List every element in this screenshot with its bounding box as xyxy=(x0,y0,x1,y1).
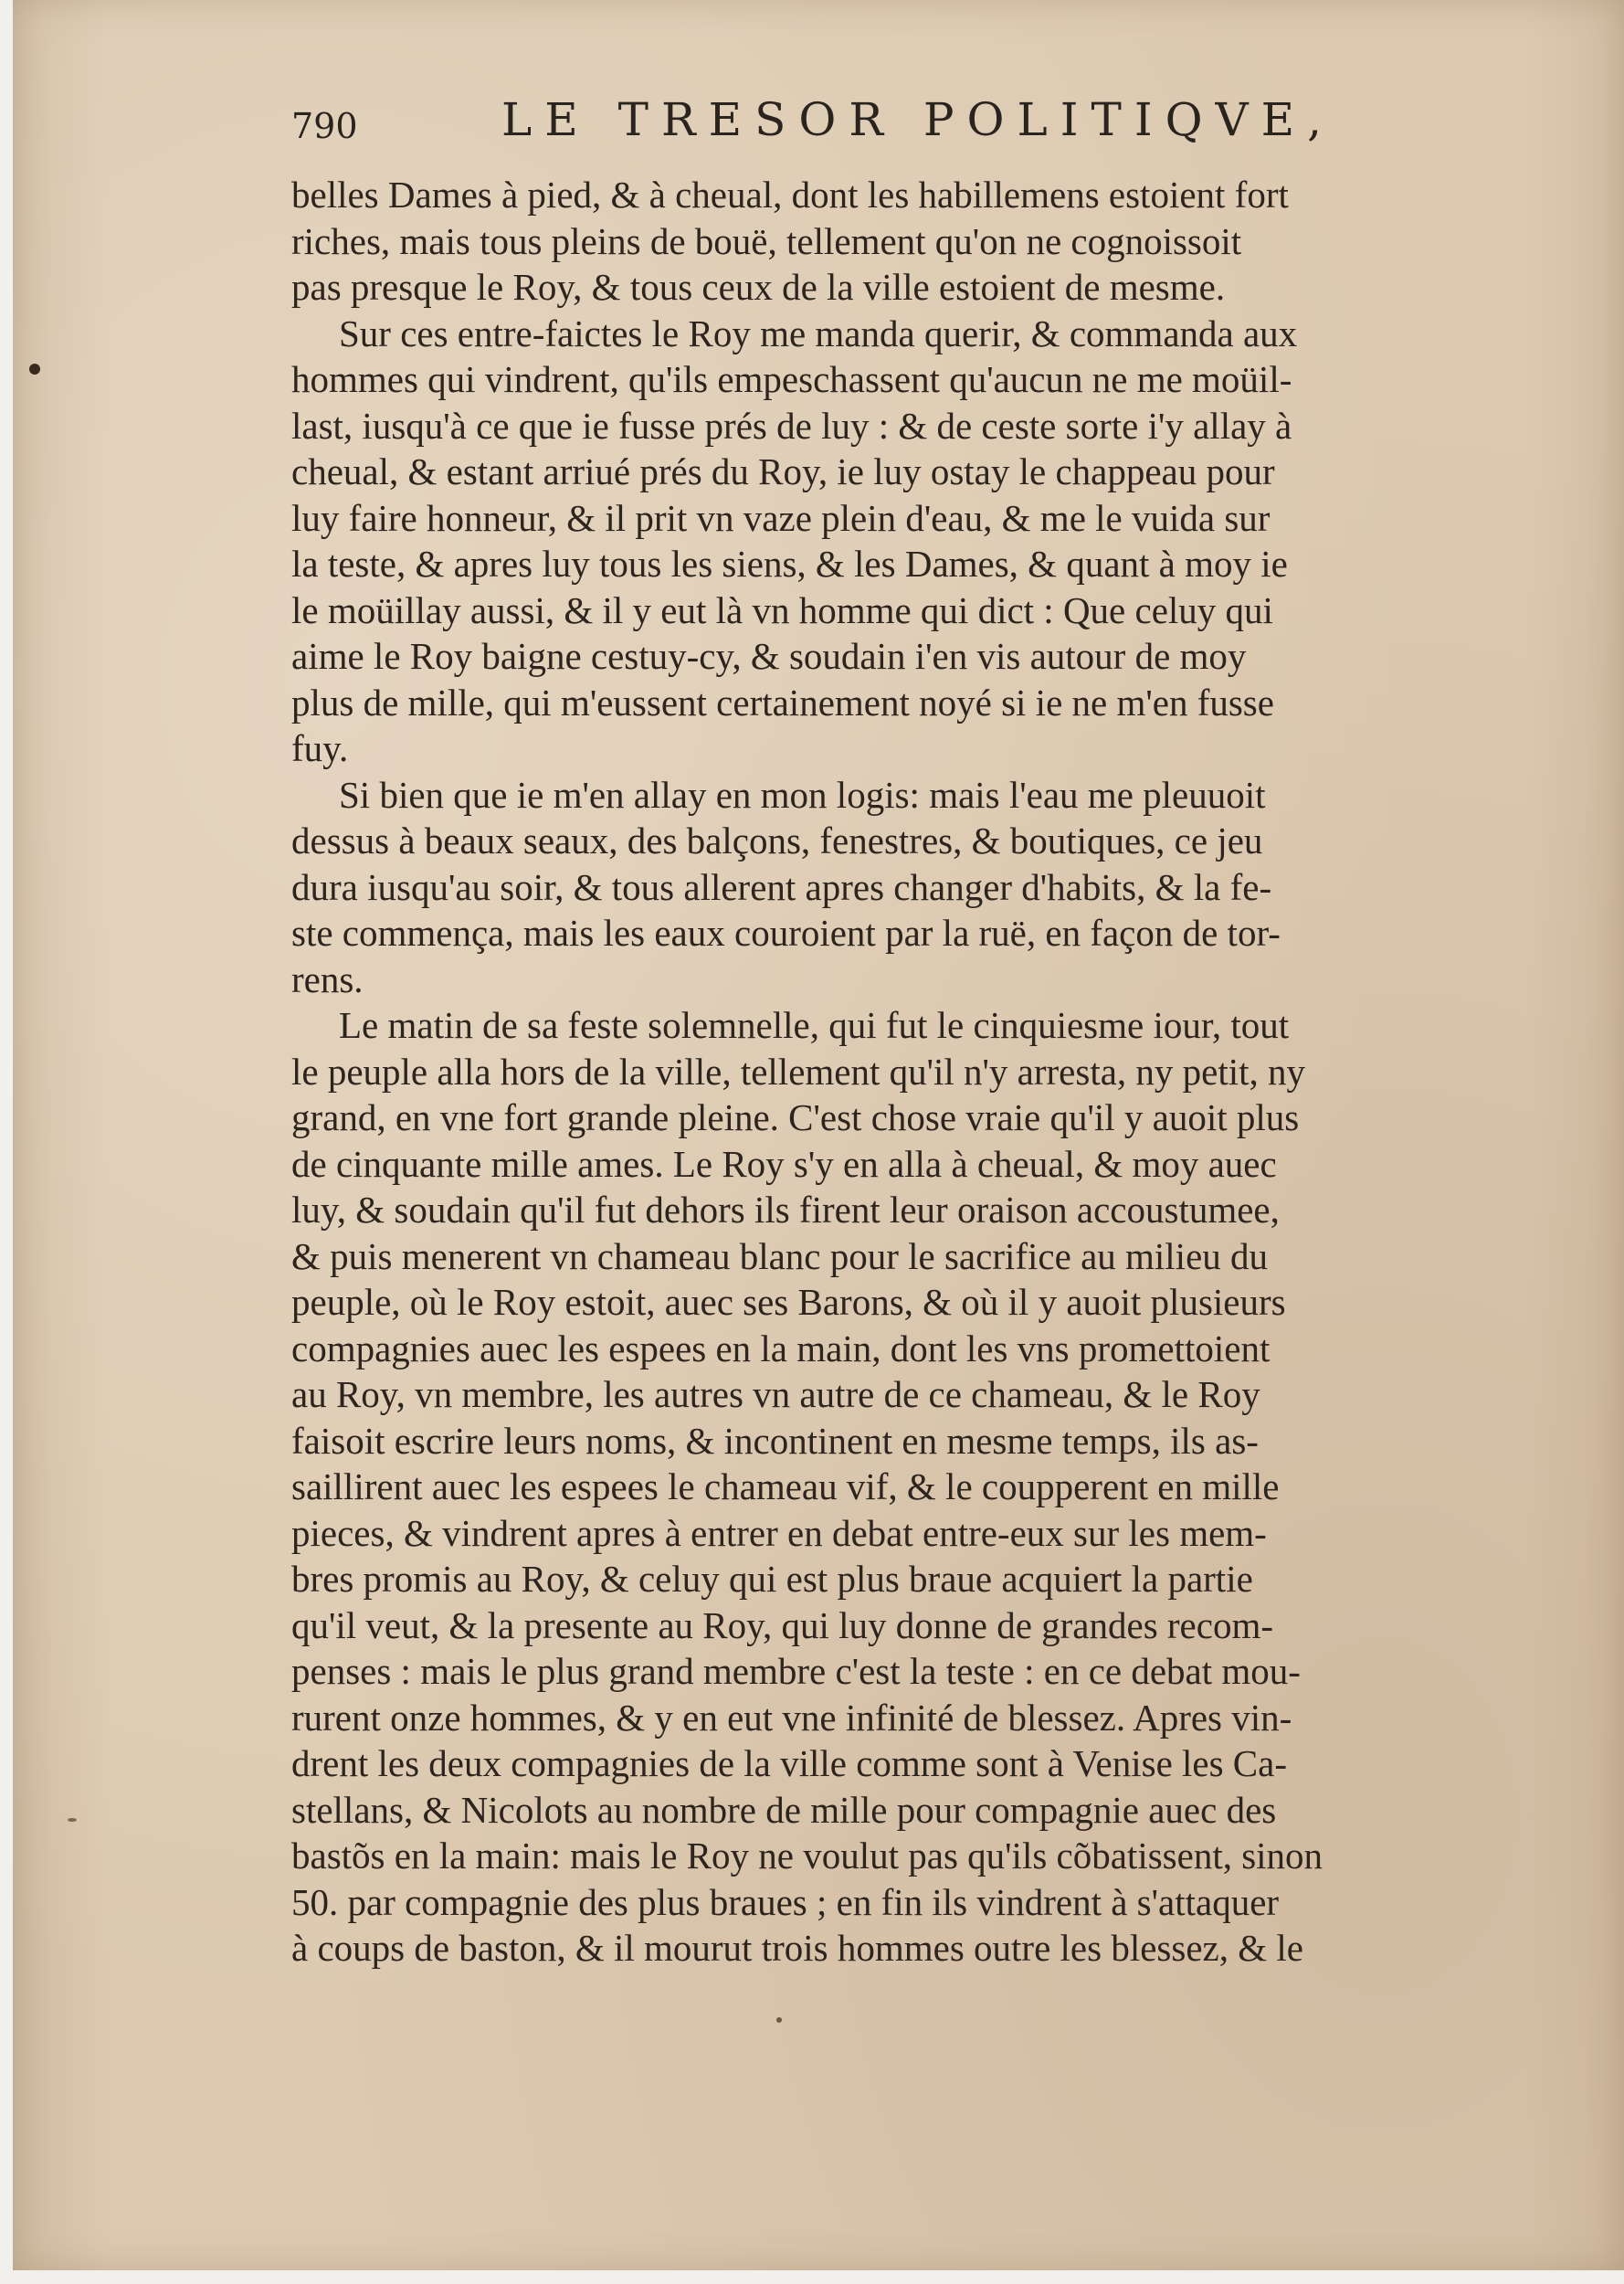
text-line: penses : mais le plus grand membre c'est la teste : en ce debat mou- xyxy=(291,1650,1301,1692)
text-line: au Roy, vn membre, les autres vn autre de ce chameau, & le Roy xyxy=(291,1373,1260,1415)
text-line: plus de mille, qui m'eussent certainement noyé si ie ne m'en fusse xyxy=(291,681,1274,724)
text-line: grand, en vne fort grande pleine. C'est chose vraie qu'il y auoit plus xyxy=(291,1096,1300,1138)
text-line: compagnies auec les espees en la main, dont les vns promettoient xyxy=(291,1327,1271,1369)
text-line: le moüillay aussi, & il y eut là vn homme qui dict : Que celuy qui xyxy=(291,588,1273,631)
text-line: la teste, & apres luy tous les siens, & les Dames, & quant à moy ie xyxy=(291,543,1288,585)
paragraph-start-line: Le matin de sa feste solemnelle, qui fut le cinquiesme iour, tout xyxy=(339,1004,1290,1046)
book-page xyxy=(13,0,1624,2270)
text-line: de cinquante mille ames. Le Roy s'y en alla à cheual, & moy auec xyxy=(291,1142,1277,1185)
text-line: pas presque le Roy, & tous ceux de la ville estoient de mesme. xyxy=(291,266,1226,308)
text-line: rens. xyxy=(291,957,364,1000)
text-line: bres promis au Roy, & celuy qui est plus braue acquiert la partie xyxy=(291,1558,1253,1600)
text-line: ste commença, mais les eaux couroient par la ruë, en façon de tor- xyxy=(291,912,1281,954)
text-line: stellans, & Nicolots au nombre de mille pour compagnie auec des xyxy=(291,1788,1277,1831)
page-header xyxy=(291,91,1335,155)
text-line: peuple, où le Roy estoit, auec ses Barons, & où il y auoit plusieurs xyxy=(291,1281,1286,1323)
text-line: 50. par compagnie des plus braues ; en fin ils vindrent à s'attaquer xyxy=(291,1880,1280,1923)
text-line: luy faire honneur, & il prit vn vaze plein d'eau, & me le vuida sur xyxy=(291,496,1271,539)
ink-speck xyxy=(68,1818,77,1822)
text-line: saillirent auec les espees le chameau vif, & le coupperent en mille xyxy=(291,1465,1280,1507)
ink-speck xyxy=(29,364,40,375)
text-line: faisoit escrire leurs noms, & incontinent en mesme temps, ils as- xyxy=(291,1419,1259,1462)
text-line: fuy. xyxy=(291,727,349,769)
running-title: LE TRESOR POLITIQVE, xyxy=(501,93,1335,146)
text-line: last, iusqu'à ce que ie fusse prés de luy : & de ceste sorte i'y allay à xyxy=(291,404,1292,447)
text-line: à coups de baston, & il mourut trois hommes outre les blessez, & le xyxy=(291,1927,1303,1969)
body-text xyxy=(291,172,1447,1972)
text-line: dura iusqu'au soir, & tous allerent apres changer d'habits, & la fe- xyxy=(291,865,1272,908)
text-line: qu'il veut, & la presente au Roy, qui luy donne de grandes recom- xyxy=(291,1603,1273,1646)
text-line: pieces, & vindrent apres à entrer en debat entre-eux sur les mem- xyxy=(291,1511,1267,1554)
page-number: 790 xyxy=(291,106,358,146)
text-line: aime le Roy baigne cestuy-cy, & soudain i'en vis autour de moy xyxy=(291,635,1247,677)
paragraph-start-line: Si bien que ie m'en allay en mon logis: mais l'eau me pleuuoit xyxy=(339,773,1266,816)
text-line: rurent onze hommes, & y en eut vne infinité de blessez. Apres vin- xyxy=(291,1696,1292,1739)
text-line: belles Dames à pied, & à cheual, dont les habillemens estoient fort xyxy=(291,174,1289,216)
text-line: & puis menerent vn chameau blanc pour le sacrifice au milieu du xyxy=(291,1234,1269,1277)
text-line: luy, & soudain qu'il fut dehors ils firent leur oraison accoustumee, xyxy=(291,1189,1280,1231)
text-line: drent les deux compagnies de la ville comme sont à Venise les Ca- xyxy=(291,1742,1288,1784)
text-line: le peuple alla hors de la ville, tellement qu'il n'y arresta, ny petit, ny xyxy=(291,1050,1306,1093)
paragraph-start-line: Sur ces entre-faictes le Roy me manda querir, & commanda aux xyxy=(339,312,1298,354)
text-line: cheual, & estant arriué prés du Roy, ie luy ostay le chappeau pour xyxy=(291,450,1275,492)
text-line: riches, mais tous pleins de bouë, tellement qu'on ne cognoissoit xyxy=(291,219,1242,262)
text-line: bastõs en la main: mais le Roy ne voulut pas qu'ils cõbatissent, sinon xyxy=(291,1835,1323,1877)
text-line: hommes qui vindrent, qu'ils empeschassent qu'aucun ne me moüil- xyxy=(291,358,1292,400)
text-line: dessus à beaux seaux, des balçons, fenestres, & boutiques, ce jeu xyxy=(291,819,1263,862)
ink-speck xyxy=(776,2017,782,2023)
